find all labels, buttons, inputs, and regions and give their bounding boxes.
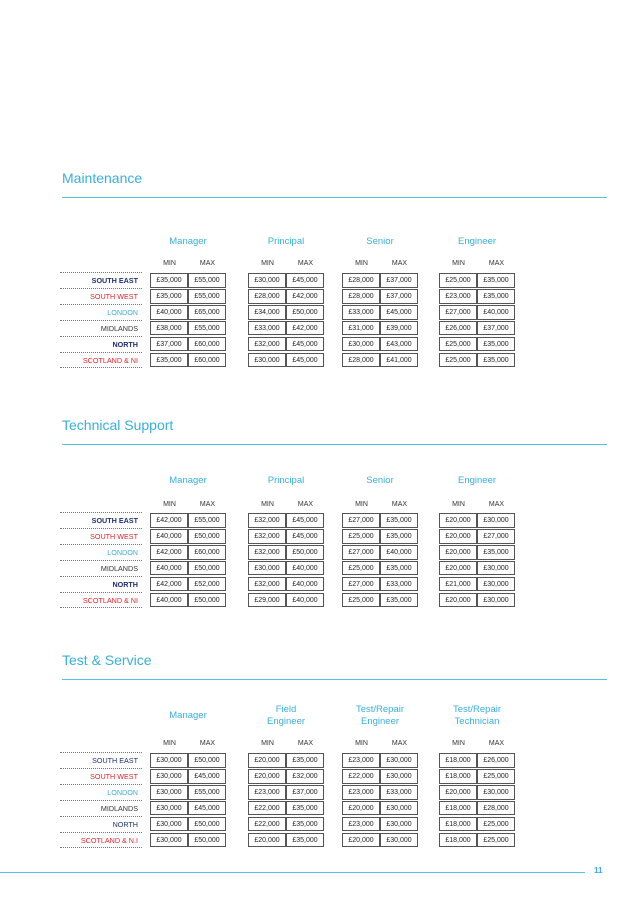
salary-cell: £40,000 — [286, 561, 324, 576]
role-header — [248, 475, 324, 487]
salary-cell: £30,000 — [380, 753, 418, 768]
role-header-line: Test/Repair — [452, 704, 502, 715]
salary-cell: £60,000 — [188, 353, 226, 368]
region-label: SOUTH EAST — [91, 276, 138, 285]
salary-cell: £25,000 — [477, 833, 515, 848]
salary-cell: £27,000 — [439, 305, 477, 320]
row-separator — [60, 847, 142, 848]
row-separator — [60, 352, 142, 353]
salary-cell: £37,000 — [150, 337, 188, 352]
salary-cell: £26,000 — [477, 753, 515, 768]
salary-cell: £60,000 — [188, 545, 226, 560]
salary-cell: £32,000 — [286, 769, 324, 784]
salary-cell: £20,000 — [439, 785, 477, 800]
salary-cell: £18,000 — [439, 753, 477, 768]
salary-cell: £28,000 — [342, 289, 380, 304]
salary-cell: £25,000 — [439, 273, 477, 288]
salary-cell: £45,000 — [286, 353, 324, 368]
row-separator — [60, 336, 142, 337]
region-label: SOUTH EAST — [91, 516, 138, 525]
salary-cell: £45,000 — [188, 801, 226, 816]
salary-cell: £45,000 — [188, 769, 226, 784]
salary-cell: £30,000 — [477, 593, 515, 608]
salary-cell: £30,000 — [150, 769, 188, 784]
salary-cell: £50,000 — [188, 561, 226, 576]
role-header — [439, 704, 515, 728]
salary-cell: £37,000 — [477, 321, 515, 336]
salary-cell: £20,000 — [248, 753, 286, 768]
row-separator — [60, 816, 142, 817]
salary-cell: £55,000 — [188, 785, 226, 800]
section-title: Test & Service — [62, 652, 152, 668]
row-separator — [60, 272, 142, 273]
salary-cell: £30,000 — [248, 353, 286, 368]
salary-cell: £39,000 — [380, 321, 418, 336]
salary-cell: £31,000 — [342, 321, 380, 336]
salary-cell: £26,000 — [439, 321, 477, 336]
region-label: NORTH — [112, 579, 138, 589]
salary-cell: £37,000 — [286, 785, 324, 800]
salary-cell: £35,000 — [380, 513, 418, 528]
salary-cell: £50,000 — [188, 593, 226, 608]
salary-cell: £35,000 — [477, 273, 515, 288]
min-header: MIN — [452, 260, 465, 267]
salary-cell: £23,000 — [439, 289, 477, 304]
salary-cell: £60,000 — [188, 337, 226, 352]
salary-cell: £18,000 — [439, 769, 477, 784]
role-header — [342, 475, 418, 487]
salary-cell: £42,000 — [286, 321, 324, 336]
salary-cell: £30,000 — [150, 817, 188, 832]
salary-cell: £33,000 — [380, 785, 418, 800]
salary-cell: £35,000 — [477, 337, 515, 352]
salary-cell: £20,000 — [439, 561, 477, 576]
salary-cell: £30,000 — [150, 833, 188, 848]
salary-cell: £23,000 — [342, 785, 380, 800]
salary-cell: £35,000 — [286, 753, 324, 768]
salary-cell: £50,000 — [188, 817, 226, 832]
max-header: MAX — [199, 260, 216, 267]
row-separator — [60, 576, 142, 577]
salary-cell: £35,000 — [380, 593, 418, 608]
row-separator — [60, 320, 142, 321]
salary-cell: £30,000 — [380, 833, 418, 848]
salary-cell: £35,000 — [477, 353, 515, 368]
region-label: NORTH — [112, 819, 138, 829]
region-label: SCOTLAND & NI — [82, 595, 138, 605]
salary-cell: £45,000 — [380, 305, 418, 320]
salary-cell: £30,000 — [477, 513, 515, 528]
salary-cell: £27,000 — [342, 545, 380, 560]
region-label: SOUTH WEST — [90, 291, 138, 301]
salary-cell: £30,000 — [150, 785, 188, 800]
salary-cell: £42,000 — [150, 577, 188, 592]
max-header: MAX — [297, 501, 314, 508]
row-separator — [60, 367, 142, 368]
salary-cell: £30,000 — [380, 801, 418, 816]
salary-cell: £65,000 — [188, 305, 226, 320]
footer-rule — [0, 872, 585, 873]
salary-cell: £40,000 — [380, 545, 418, 560]
min-header: MIN — [261, 260, 274, 267]
salary-cell: £35,000 — [477, 289, 515, 304]
salary-cell: £30,000 — [380, 769, 418, 784]
role-header-line: Manager — [169, 710, 207, 721]
section-rule — [62, 197, 607, 198]
region-label: LONDON — [107, 547, 138, 557]
min-header: MIN — [261, 740, 274, 747]
role-header-line: Technician — [454, 716, 500, 727]
role-header — [248, 236, 324, 248]
salary-cell: £37,000 — [380, 273, 418, 288]
salary-cell: £37,000 — [380, 289, 418, 304]
min-header: MIN — [163, 260, 176, 267]
role-header-line: Engineer — [360, 716, 400, 727]
min-header: MIN — [452, 740, 465, 747]
min-header: MIN — [163, 501, 176, 508]
salary-cell: £20,000 — [248, 833, 286, 848]
salary-cell: £30,000 — [150, 801, 188, 816]
min-header: MIN — [163, 740, 176, 747]
salary-cell: £22,000 — [248, 801, 286, 816]
salary-cell: £50,000 — [188, 833, 226, 848]
salary-cell: £30,000 — [342, 337, 380, 352]
salary-cell: £20,000 — [439, 529, 477, 544]
role-header-line: Engineer — [457, 475, 497, 486]
salary-cell: £32,000 — [248, 337, 286, 352]
salary-cell: £32,000 — [248, 513, 286, 528]
salary-cell: £25,000 — [439, 337, 477, 352]
role-header — [439, 236, 515, 248]
salary-cell: £23,000 — [248, 785, 286, 800]
salary-cell: £27,000 — [342, 577, 380, 592]
salary-cell: £40,000 — [150, 561, 188, 576]
salary-cell: £50,000 — [188, 529, 226, 544]
salary-cell: £28,000 — [477, 801, 515, 816]
role-header — [439, 475, 515, 487]
salary-cell: £32,000 — [248, 577, 286, 592]
salary-cell: £35,000 — [286, 817, 324, 832]
salary-cell: £40,000 — [150, 305, 188, 320]
section-rule — [62, 679, 607, 680]
role-header-line: Engineer — [457, 236, 497, 247]
salary-cell: £27,000 — [342, 513, 380, 528]
role-header-line: Senior — [366, 475, 394, 486]
region-label: LONDON — [107, 787, 138, 797]
salary-cell: £18,000 — [439, 833, 477, 848]
max-header: MAX — [297, 260, 314, 267]
row-separator — [60, 512, 142, 513]
salary-cell: £35,000 — [150, 273, 188, 288]
salary-cell: £52,000 — [188, 577, 226, 592]
salary-cell: £18,000 — [439, 801, 477, 816]
salary-cell: £28,000 — [248, 289, 286, 304]
role-header-line: Senior — [366, 236, 394, 247]
salary-cell: £42,000 — [286, 289, 324, 304]
salary-cell: £35,000 — [477, 545, 515, 560]
min-header: MIN — [355, 260, 368, 267]
role-header-line: Engineer — [266, 716, 306, 727]
max-header: MAX — [391, 740, 408, 747]
min-header: MIN — [355, 501, 368, 508]
salary-cell: £30,000 — [248, 561, 286, 576]
salary-cell: £35,000 — [150, 289, 188, 304]
salary-cell: £50,000 — [286, 545, 324, 560]
role-header — [342, 704, 418, 728]
salary-cell: £30,000 — [477, 785, 515, 800]
role-header-line: Test/Repair — [355, 704, 405, 715]
max-header: MAX — [199, 501, 216, 508]
role-header-line: Principal — [267, 236, 305, 247]
max-header: MAX — [391, 260, 408, 267]
salary-cell: £33,000 — [248, 321, 286, 336]
region-label: SCOTLAND & NI — [82, 355, 138, 365]
section-title: Maintenance — [62, 170, 143, 186]
salary-cell: £20,000 — [342, 833, 380, 848]
salary-cell: £40,000 — [150, 529, 188, 544]
salary-cell: £40,000 — [286, 593, 324, 608]
role-header — [342, 236, 418, 248]
row-separator — [60, 800, 142, 801]
salary-cell: £29,000 — [248, 593, 286, 608]
salary-cell: £55,000 — [188, 321, 226, 336]
region-label: MIDLANDS — [100, 323, 138, 333]
salary-cell: £25,000 — [342, 561, 380, 576]
salary-cell: £45,000 — [286, 337, 324, 352]
salary-cell: £30,000 — [150, 753, 188, 768]
salary-cell: £43,000 — [380, 337, 418, 352]
row-separator — [60, 752, 142, 753]
salary-cell: £45,000 — [286, 513, 324, 528]
salary-cell: £25,000 — [477, 817, 515, 832]
salary-cell: £21,000 — [439, 577, 477, 592]
min-header: MIN — [452, 501, 465, 508]
max-header: MAX — [297, 740, 314, 747]
salary-cell: £20,000 — [439, 545, 477, 560]
region-label: MIDLANDS — [100, 563, 138, 573]
salary-cell: £33,000 — [380, 577, 418, 592]
row-separator — [60, 784, 142, 785]
salary-cell: £30,000 — [380, 817, 418, 832]
salary-cell: £55,000 — [188, 289, 226, 304]
salary-cell: £45,000 — [286, 273, 324, 288]
salary-cell: £40,000 — [150, 593, 188, 608]
salary-cell: £42,000 — [150, 513, 188, 528]
salary-cell: £25,000 — [342, 593, 380, 608]
salary-cell: £20,000 — [439, 513, 477, 528]
row-separator — [60, 560, 142, 561]
salary-cell: £28,000 — [342, 353, 380, 368]
region-label: SOUTH WEST — [90, 531, 138, 541]
region-label: SOUTH EAST — [92, 756, 138, 765]
salary-cell: £55,000 — [188, 273, 226, 288]
salary-cell: £18,000 — [439, 817, 477, 832]
salary-cell: £22,000 — [342, 769, 380, 784]
salary-cell: £45,000 — [286, 529, 324, 544]
salary-cell: £40,000 — [477, 305, 515, 320]
salary-cell: £25,000 — [439, 353, 477, 368]
role-header-line: Principal — [267, 475, 305, 486]
role-header — [150, 710, 226, 722]
salary-cell: £55,000 — [188, 513, 226, 528]
row-separator — [60, 544, 142, 545]
salary-cell: £32,000 — [248, 529, 286, 544]
salary-cell: £35,000 — [150, 353, 188, 368]
salary-cell: £20,000 — [342, 801, 380, 816]
row-separator — [60, 832, 142, 833]
salary-cell: £20,000 — [248, 769, 286, 784]
salary-cell: £32,000 — [248, 545, 286, 560]
role-header-line: Manager — [169, 475, 207, 486]
region-label: MIDLANDS — [100, 803, 138, 813]
salary-cell: £25,000 — [342, 529, 380, 544]
max-header: MAX — [391, 501, 408, 508]
salary-cell: £23,000 — [342, 753, 380, 768]
salary-cell: £38,000 — [150, 321, 188, 336]
salary-cell: £30,000 — [477, 577, 515, 592]
salary-cell: £50,000 — [286, 305, 324, 320]
salary-cell: £33,000 — [342, 305, 380, 320]
region-label: LONDON — [107, 307, 138, 317]
salary-cell: £40,000 — [286, 577, 324, 592]
row-separator — [60, 304, 142, 305]
row-separator — [60, 288, 142, 289]
section-title: Technical Support — [62, 417, 174, 433]
salary-cell: £30,000 — [248, 273, 286, 288]
row-separator — [60, 768, 142, 769]
region-label: SOUTH WEST — [90, 771, 138, 781]
salary-cell: £50,000 — [188, 753, 226, 768]
salary-cell: £35,000 — [286, 801, 324, 816]
role-header — [150, 236, 226, 248]
salary-cell: £35,000 — [380, 561, 418, 576]
salary-cell: £35,000 — [286, 833, 324, 848]
salary-cell: £35,000 — [380, 529, 418, 544]
salary-cell: £23,000 — [342, 817, 380, 832]
role-header-line: Manager — [169, 236, 207, 247]
salary-cell: £34,000 — [248, 305, 286, 320]
salary-cell: £30,000 — [477, 561, 515, 576]
region-label: SCOTLAND & N.I — [80, 835, 138, 845]
max-header: MAX — [488, 740, 505, 747]
region-label: NORTH — [112, 339, 138, 349]
min-header: MIN — [261, 501, 274, 508]
max-header: MAX — [488, 260, 505, 267]
min-header: MIN — [355, 740, 368, 747]
salary-cell: £25,000 — [477, 769, 515, 784]
row-separator — [60, 607, 142, 608]
max-header: MAX — [488, 501, 505, 508]
role-header — [248, 704, 324, 728]
salary-cell: £27,000 — [477, 529, 515, 544]
page-number: 11 — [594, 866, 603, 875]
salary-cell: £20,000 — [439, 593, 477, 608]
section-rule — [62, 444, 607, 445]
salary-cell: £42,000 — [150, 545, 188, 560]
role-header — [150, 475, 226, 487]
salary-cell: £41,000 — [380, 353, 418, 368]
salary-cell: £22,000 — [248, 817, 286, 832]
role-header-line: Field — [275, 704, 297, 715]
row-separator — [60, 592, 142, 593]
salary-cell: £28,000 — [342, 273, 380, 288]
max-header: MAX — [199, 740, 216, 747]
row-separator — [60, 528, 142, 529]
